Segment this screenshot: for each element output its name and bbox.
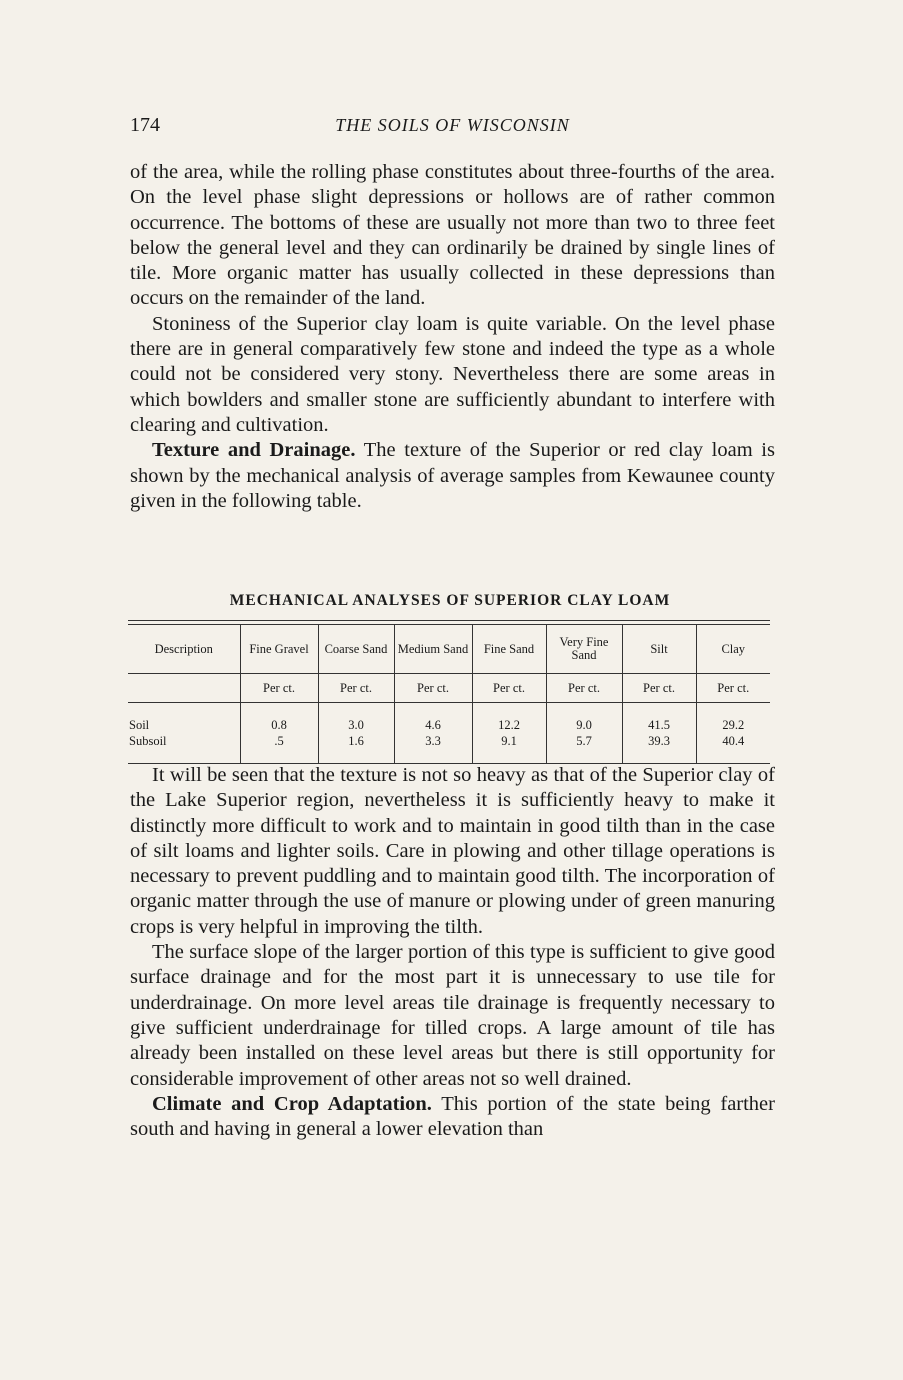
column-header: Clay: [696, 625, 770, 674]
paragraph: The surface slope of the larger portion of this type is sufficient to give good surface drainage and for the most part it is unnecessary to use tile for underdrainage. On more level areas tile drainage is frequently necessary to give sufficient underdrainage for tilled crops. A large amount of tile has already been installed on these level areas but there is still opportunity for considerable improvement of other areas not so well drained.: [130, 941, 775, 1090]
section-heading: Texture and Drainage.: [152, 439, 356, 462]
unit-label: Per ct.: [622, 674, 696, 703]
table-cell: 39.3: [622, 733, 696, 749]
text-block-top: [130, 160, 775, 514]
table-header-row: [128, 625, 770, 674]
column-header: Medium Sand: [394, 625, 472, 674]
text-block-bottom: [130, 763, 775, 1142]
table-cell: 3.0: [318, 717, 394, 733]
column-header: Fine Sand: [472, 625, 546, 674]
running-title: THE SOILS OF WISCONSIN: [335, 115, 570, 135]
paragraph: It will be seen that the texture is not so heavy as that of the Superior clay of the Lake Superior region, nevertheless it is sufficiently heavy to make it distinctly more difficult to work and to maintain in good tilth than in the case of silt loams and lighter soils. Care in plowing and other tillage operations is necessary to prevent puddling and to maintain good tilth. The incorporation of organic matter through the use of manure or plowing under of green manuring crops is very helpful in improving the tilth.: [130, 764, 775, 938]
paragraph: Stoniness of the Superior clay loam is quite variable. On the level phase there are in general comparatively few stone and indeed the type as a whole could not be considered very stony. Nevertheless there are some areas in which bowlders and smaller stone are sufficiently abundant to interfere with clearing and cultivation.: [130, 312, 775, 436]
table-cell: 9.1: [472, 733, 546, 749]
table-cell: 12.2: [472, 717, 546, 733]
table-row: [128, 717, 770, 733]
paragraph-texture-drainage: [130, 438, 775, 514]
paragraph-text: This portion of the state being farther south and having in general a lower elevation than: [130, 1092, 775, 1141]
paragraph-climate: [130, 1092, 775, 1143]
column-header: Very Fine Sand: [546, 625, 622, 674]
table-cell: 29.2: [696, 717, 770, 733]
column-header: Description: [128, 625, 240, 674]
paragraph: of the area, while the rolling phase constitutes about three-fourths of the area. On the level phase slight depressions or hollows are of rather common occurrence. The bottoms of these are usually not more than two to three feet below the general level and they can ordinarily be drained by single lines of tile. More organic matter has usually collected in these depressions than occurs on the remainder of the land.: [130, 161, 775, 310]
table-cell: .5: [240, 733, 318, 749]
table-row: [128, 733, 770, 749]
column-header: Fine Gravel: [240, 625, 318, 674]
table-cell: 3.3: [394, 733, 472, 749]
unit-label: Per ct.: [240, 674, 318, 703]
unit-label: Per ct.: [472, 674, 546, 703]
table-cell: 41.5: [622, 717, 696, 733]
paragraph-text: The texture of the Superior or red clay loam is shown by the mechanical analysis of average samples from Kewaunee county given in the following table.: [130, 439, 775, 512]
table-cell: 5.7: [546, 733, 622, 749]
section-heading: Climate and Crop Adaptation.: [152, 1092, 432, 1115]
table-cell: 40.4: [696, 733, 770, 749]
unit-label: Per ct.: [546, 674, 622, 703]
page-header: [130, 114, 775, 138]
column-header: Coarse Sand: [318, 625, 394, 674]
row-label: Subsoil: [129, 734, 167, 748]
table-title: MECHANICAL ANALYSES OF SUPERIOR CLAY LOAM: [229, 592, 671, 609]
row-label: Soil: [129, 718, 150, 732]
unit-label: Per ct.: [696, 674, 770, 703]
units-row: [128, 674, 770, 703]
mechanical-analyses-table: [128, 620, 770, 764]
column-header: Silt: [622, 625, 696, 674]
unit-label: Per ct.: [318, 674, 394, 703]
unit-label: Per ct.: [394, 674, 472, 703]
table-cell: 9.0: [546, 717, 622, 733]
table-cell: 1.6: [318, 733, 394, 749]
page-number: 174: [130, 114, 160, 136]
table-cell: 4.6: [394, 717, 472, 733]
table-cell: 0.8: [240, 717, 318, 733]
